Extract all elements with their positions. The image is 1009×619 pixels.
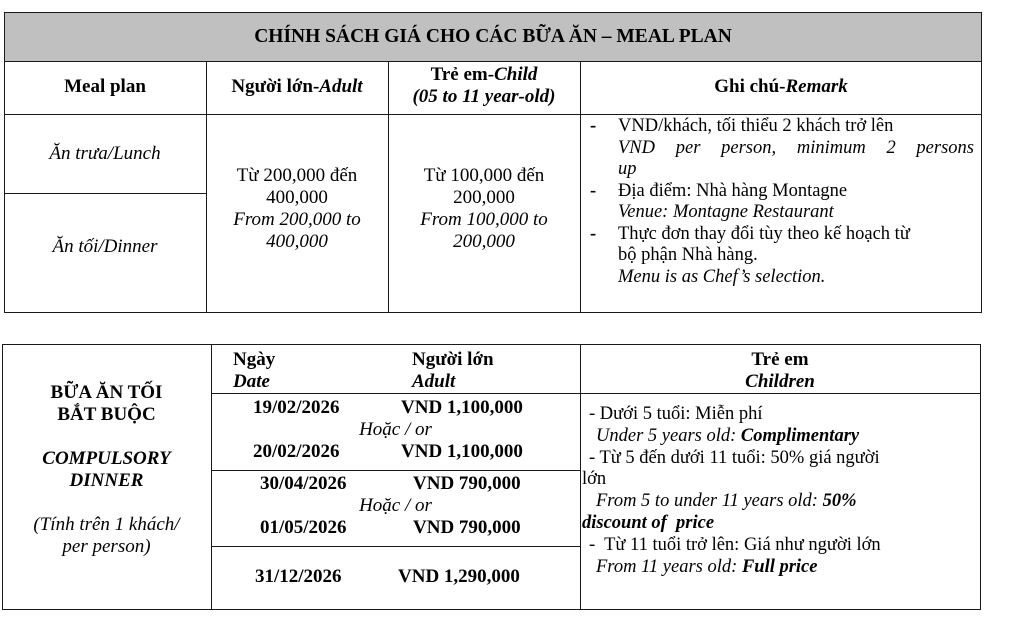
meal-dinner: Ăn tối/Dinner <box>52 236 158 257</box>
or-label: Hoặc / or <box>359 419 432 440</box>
5to11-vi-2: lớn <box>582 469 607 490</box>
remark-item <box>582 181 974 224</box>
label-note-2: per person) <box>62 536 151 557</box>
header-adult <box>412 349 494 393</box>
5to11-vi-1: - Từ 5 đến dưới 11 tuổi: 50% giá người <box>589 447 880 468</box>
price: VND 790,000 <box>413 473 521 494</box>
border <box>2 344 981 345</box>
header-remark-vi: Ghi chú- <box>714 76 786 97</box>
header-children <box>580 349 980 393</box>
remark-en: Venue: Montagne Restaurant <box>618 202 834 222</box>
over11-en-prefix: From 11 years old: <box>596 556 742 577</box>
date: 20/02/2026 <box>253 441 340 462</box>
date-row <box>211 473 580 495</box>
header-remark <box>580 76 982 98</box>
under5-en-prefix: Under 5 years old: <box>596 425 741 446</box>
5to11-en <box>589 491 977 513</box>
children-policy <box>582 404 977 578</box>
remark-vi-2: bộ phận Nhà hàng. <box>618 245 758 265</box>
remark-vi: VND/khách, tối thiểu 2 khách trở lên <box>618 116 894 136</box>
over11-vi: - Từ 11 tuổi trở lên: Giá như người lớn <box>589 534 881 555</box>
adult-price-vi-1: Từ 200,000 đến <box>236 165 358 186</box>
date-row <box>211 441 580 463</box>
border <box>580 61 581 312</box>
label-note-1: (Tính trên 1 khách/ <box>33 514 180 535</box>
label-en-2: DINNER <box>69 470 144 491</box>
5to11-en-prefix: From 5 to under 11 years old: <box>596 491 823 512</box>
header-child-age: (05 to 11 year-old) <box>412 86 556 107</box>
header-adult-en: Adult <box>319 76 363 97</box>
5to11-en-bold2: discount of price <box>582 512 715 533</box>
header-children-vi: Trẻ em <box>751 349 809 370</box>
price: VND 1,100,000 <box>401 397 523 418</box>
date-row <box>211 566 580 588</box>
header-children-en: Children <box>745 371 815 392</box>
remark-en-2: up <box>618 159 637 179</box>
remark-item <box>582 224 974 289</box>
over11-en <box>589 557 977 579</box>
date: 19/02/2026 <box>253 397 340 418</box>
remark-en: Menu is as Chef’s selection. <box>618 266 826 287</box>
price: VND 1,290,000 <box>398 566 520 587</box>
date-group <box>211 397 580 463</box>
border <box>211 470 580 471</box>
remark-vi: Địa điểm: Nhà hàng Montagne <box>618 180 848 201</box>
remarks-list <box>582 116 974 288</box>
meal-lunch: Ăn trưa/Lunch <box>49 143 161 164</box>
date: 01/05/2026 <box>260 517 347 538</box>
header-child-vi: Trẻ em- <box>430 64 495 85</box>
adult-price-vi-2: 400,000 <box>266 187 328 208</box>
border <box>4 61 982 62</box>
date: 30/04/2026 <box>260 473 347 494</box>
or-label: Hoặc / or <box>359 495 432 516</box>
label-vi-2: BẮT BUỘC <box>57 404 156 425</box>
border <box>211 546 580 547</box>
remark-item <box>582 116 974 181</box>
5to11-en-bold1: 50% <box>822 491 857 512</box>
adult-price <box>206 165 388 253</box>
bullet: - <box>590 180 597 201</box>
under5-en <box>589 426 977 448</box>
price: VND 790,000 <box>413 517 521 538</box>
header-remark-en: Remark <box>785 76 848 97</box>
under5-en-bold: Complimentary <box>740 425 860 446</box>
bullet: - <box>590 116 597 136</box>
header-adult-en: Adult <box>412 371 456 392</box>
header-child-en: Child <box>494 64 538 85</box>
child-price-en-1: From 100,000 to <box>420 209 548 230</box>
date-row <box>211 397 580 419</box>
date-row <box>211 517 580 539</box>
header-date-vi: Ngày <box>233 349 276 370</box>
header-adult <box>206 76 388 98</box>
adult-price-en-1: From 200,000 to <box>233 209 361 230</box>
label-en-1: COMPULSORY <box>42 448 171 469</box>
child-price-vi-1: Từ 100,000 đến <box>423 165 545 186</box>
compulsory-dinner-label <box>2 382 211 558</box>
table-title: CHÍNH SÁCH GIÁ CHO CÁC BỮA ĂN – MEAL PLAN <box>254 26 732 47</box>
border <box>980 344 981 610</box>
over11-en-bold: Full price <box>741 556 818 577</box>
border <box>4 312 982 313</box>
bullet: - <box>590 223 597 244</box>
label-vi-1: BỮA ĂN TỐI <box>50 382 163 403</box>
date: 31/12/2026 <box>255 566 342 587</box>
border <box>4 193 206 194</box>
date-group <box>211 566 580 588</box>
remark-en-1: VND per person, minimum 2 persons <box>618 137 974 158</box>
header-meal-plan: Meal plan <box>64 76 146 97</box>
remark-vi-1: Thực đơn thay đổi tùy theo kế hoạch từ <box>618 223 910 244</box>
border <box>2 609 981 610</box>
price: VND 1,100,000 <box>401 441 523 462</box>
header-date-en: Date <box>233 371 270 392</box>
child-price-en-2: 200,000 <box>453 231 515 252</box>
header-date <box>233 349 275 393</box>
header-child <box>388 64 580 108</box>
border <box>211 393 981 394</box>
date-group <box>211 473 580 539</box>
under5-vi: - Dưới 5 tuổi: Miễn phí <box>589 404 763 424</box>
child-price-vi-2: 200,000 <box>453 187 515 208</box>
header-adult-vi: Người lớn <box>412 349 494 370</box>
header-adult-vi: Người lớn- <box>231 76 320 97</box>
border <box>4 114 982 115</box>
child-price <box>388 165 580 253</box>
adult-price-en-2: 400,000 <box>266 231 328 252</box>
